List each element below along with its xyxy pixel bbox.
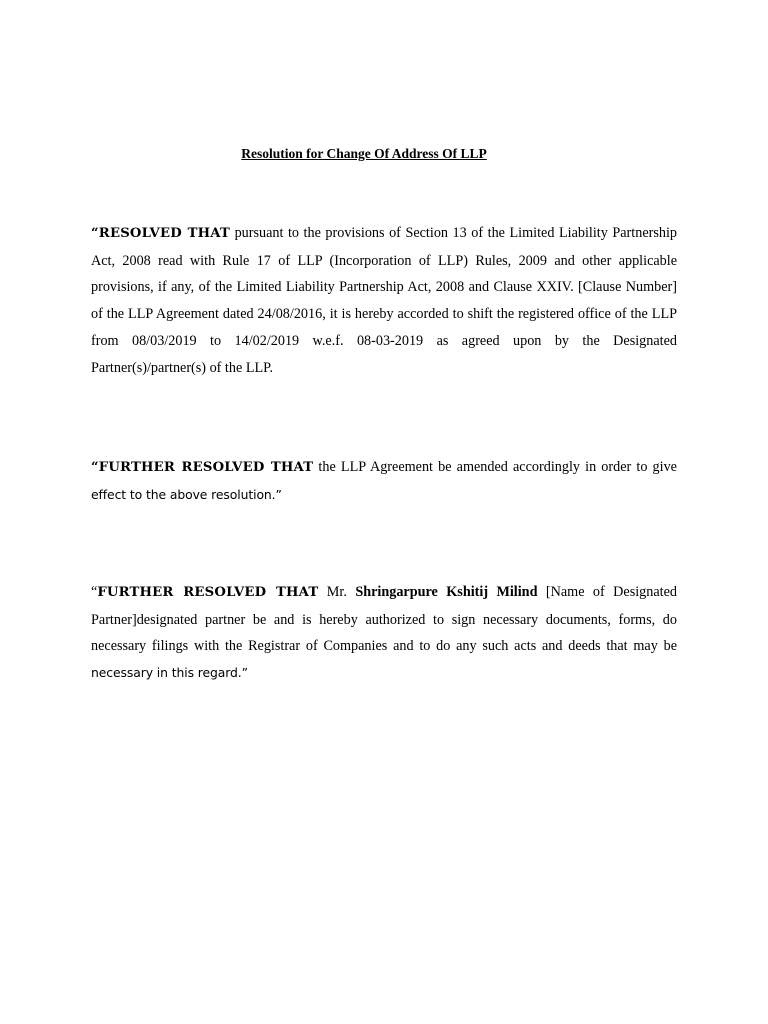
paragraph-2-text-end: effect to the above resolution.” <box>91 486 282 502</box>
designated-partner-name: Shringarpure Kshitij Milind <box>355 584 538 600</box>
mr-prefix: Mr. <box>318 584 356 600</box>
further-resolved-that-lead: “FURTHER RESOLVED THAT <box>91 460 314 475</box>
opening-quote: “ <box>91 584 98 600</box>
further-resolved-that-lead-2: FURTHER RESOLVED THAT <box>97 585 319 600</box>
paragraph-1-text: pursuant to the provisions of Section 13 of the Limited Liability Partnership Act, 2008 read with Rule 17 of LLP (Incorporation of LLP) Rules, 2009 and other applicable provisions, if any, of the Limited Liability Partnership Act, 2008 and Clause XXIV. [Clause Number] of the LLP Agreement dated 24/08/2016, it is hereby accorded to shift the registered office of the LLP from 08/03/2019 to 14/02/2019 w.e.f. 08-03-2019 as agreed upon by the Designated Partner(s)/partner(s) of the LLP. <box>91 225 677 376</box>
resolution-paragraph-2 <box>91 454 677 508</box>
paragraph-3-text-end: necessary in this regard.” <box>91 665 248 681</box>
paragraph-2-text: the LLP Agreement be amended accordingly in order to give <box>313 459 677 475</box>
document-title: Resolution for Change Of Address Of LLP <box>241 146 487 161</box>
resolution-paragraph-3 <box>91 579 677 687</box>
paragraph-3-text: [Name of Designated Partner]designated partner be and is hereby authorized to sign necessary documents, forms, do necessary filings with the Registrar of Companies and to do any such acts and deeds that may be <box>91 584 677 655</box>
resolution-paragraph-1 <box>91 220 677 381</box>
resolved-that-lead: “RESOLVED THAT <box>91 226 231 241</box>
